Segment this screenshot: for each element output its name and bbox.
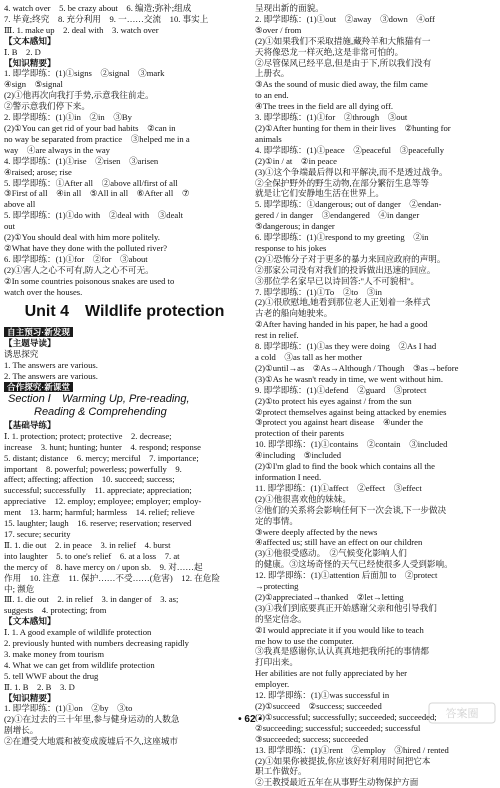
answer-line: (3)①这个争端最后得以和平解决,而不是透过战争。 bbox=[255, 166, 448, 177]
answer-line: above all bbox=[4, 199, 36, 210]
answer-line: me how to use the computer. bbox=[255, 635, 354, 646]
answer-line: 4. What we can get from wildlife protection bbox=[4, 659, 155, 670]
answer-line: 3. 即学即练：(1)①for ②through ③out bbox=[255, 112, 408, 123]
answer-line: ⑤over / from bbox=[255, 24, 302, 35]
answer-line: employer. bbox=[255, 679, 290, 690]
answer-line: 中; 濒危 bbox=[4, 583, 35, 594]
answer-line: watch over the houses. bbox=[4, 286, 83, 297]
answer-line: (2)①succeed ②success; succeeded bbox=[255, 701, 382, 711]
answer-line: appreciative 12. employ; employee; employer; employ- bbox=[4, 496, 202, 507]
answer-line: 的健康。③这场奇怪的天气已经使很多人受到影响。 bbox=[255, 559, 453, 570]
answer-line: affect; affecting; affection 10. succeed; success; bbox=[4, 474, 175, 485]
answer-line: 5. tell WWF about the drug bbox=[4, 670, 99, 681]
answer-line: animals bbox=[255, 133, 282, 144]
answer-line: 2. 即学即练：(1)①in ②in ③By bbox=[4, 112, 132, 123]
answer-line: 13. 即学即练：(1)①rent ②employ ③hired / rented bbox=[255, 744, 449, 755]
answer-line: 11. 即学即练：(1)①affect ②effect ③effect bbox=[255, 482, 422, 493]
answer-line: 诱思探究 bbox=[4, 348, 39, 359]
answer-line: way ④are always in the way bbox=[4, 144, 110, 155]
answer-line: 2. The answers are various. bbox=[4, 370, 98, 381]
answer-line: 【知识精要】 bbox=[4, 57, 56, 68]
answer-line: 上册衣。 bbox=[255, 68, 290, 79]
answer-line: 3. make money from tourism bbox=[4, 648, 105, 659]
answer-line: ③were deeply affected by the news bbox=[255, 526, 378, 537]
answer-line: 4. 即学即练：(1)①rise ②risen ③arisen bbox=[4, 155, 159, 166]
answer-line: ④The trees in the field are all dying off. bbox=[255, 101, 394, 112]
answer-line: successful; successfully 11. appreciate; appreciation; bbox=[4, 485, 192, 496]
answer-line: important 8. powerful; powerless; powerfully 9. bbox=[4, 463, 182, 474]
answer-line: Ⅰ. B 2. D bbox=[4, 46, 41, 57]
answer-line: 古老的船向她驶来。 bbox=[255, 308, 333, 319]
answer-line: Ⅰ. 1. A good example of wildlife protection bbox=[4, 627, 152, 638]
answer-line: ②警示意我们停下来。 bbox=[4, 101, 90, 112]
answer-line: 10. 即学即练：(1)①contains ②contain ③included bbox=[255, 439, 448, 450]
answer-line: 【文本感知】 bbox=[4, 616, 56, 627]
answer-line: ②王教授最近五年在从事野生动物保护方面 bbox=[255, 777, 419, 788]
answer-line: Her abilities are not fully appreciated by her bbox=[255, 668, 407, 679]
answer-line: (2)①如果我们不采取措施,藏羚羊和大熊猫有一 bbox=[255, 35, 431, 46]
answer-line: 2. previously hunted with numbers decreasing rapidly bbox=[4, 638, 189, 649]
watermark-text: 答案圈 bbox=[445, 707, 479, 720]
left-preview-block bbox=[4, 338, 245, 382]
answer-line: a cold ③as tall as her mother bbox=[255, 352, 363, 362]
answer-line: (2)①After hunting for them in their lives ②hunting for bbox=[255, 122, 451, 133]
answer-line: 剧增长。 bbox=[4, 725, 39, 736]
answer-line: Ⅰ. 1. protection; protect; protective 2. decrease; bbox=[4, 430, 172, 441]
right-column bbox=[255, 3, 497, 788]
answer-line: suggests 4. protecting; from bbox=[4, 605, 107, 616]
answer-line: Ⅲ. 1. die out 2. in relief 3. in danger of 3. as; bbox=[4, 594, 179, 605]
answer-line: 12. 即学即练：(1)①attention 后面加 to ②protect bbox=[255, 570, 438, 581]
answer-line: ③succeeded; success; succeeded bbox=[255, 733, 369, 744]
watermark-logo bbox=[428, 702, 496, 724]
answer-line: ③As the sound of music died away, the film came bbox=[255, 79, 428, 90]
answer-line: to an end. bbox=[255, 90, 289, 101]
answer-line: (2)①to protect his eyes against / from the sun bbox=[255, 395, 412, 406]
answer-line: 1. 即学即练：(1)①signs ②signal ③mark bbox=[4, 68, 165, 79]
answer-line: ⑤dangerous; in danger bbox=[255, 221, 335, 232]
answer-line: ②What have they done with the polluted river? bbox=[4, 242, 168, 253]
answer-line: the mercy of 8. have mercy on / upon sb. 9. 对……起 bbox=[4, 561, 203, 572]
left-column bbox=[4, 3, 245, 747]
section-bar-preview: 自主预习·新发现 bbox=[4, 327, 73, 337]
answer-line: ③protect you against heart disease ④under the bbox=[255, 417, 423, 428]
answer-line: 15. laughter; laugh 16. reserve; reservation; reserved bbox=[4, 518, 192, 529]
answer-line: (3)①As he wasn't ready in time, we went without him. bbox=[255, 373, 444, 384]
answer-line: ②In some countries poisonous snakes are used to bbox=[4, 275, 175, 286]
answer-line: ②succeeding; successful; succeeded; successful bbox=[255, 722, 421, 733]
answer-line: ③我真是感谢你,认认真真地把我所托的事情都 bbox=[255, 646, 430, 657]
page-number: • 62 • bbox=[238, 714, 262, 725]
answer-line: 就是让它们安静地生活在世界上。 bbox=[255, 188, 384, 199]
answer-line: out bbox=[4, 221, 15, 232]
answer-line: (2)①I'm glad to find the book which contains all the bbox=[255, 461, 435, 472]
answer-line: (2)①害人之心不可有,防人之心不可无。 bbox=[4, 264, 154, 275]
answer-line: 5. 即学即练：①dangerous; out of danger ②endan- bbox=[255, 199, 442, 210]
unit-title: Unit 4 Wildlife protection bbox=[24, 303, 225, 321]
answer-line: ②I would appreciate it if you would like to teach bbox=[255, 624, 424, 635]
answer-line: (2)①in / at ②in peace bbox=[255, 155, 337, 166]
answer-line: gered / in danger ③endangered ④in danger bbox=[255, 210, 420, 221]
answer-line: (3)①我们到底要真正开始感谢父亲和他引导我们 bbox=[255, 602, 437, 613]
answer-line: 职工作做好。 bbox=[255, 766, 307, 777]
answer-line: no way be separated from practice ③helped me in a bbox=[4, 133, 190, 144]
answer-line: Ⅲ. 1. make up 2. deal with 3. watch over bbox=[4, 24, 159, 35]
answer-line: 天将像恐龙一样灭绝,这是非常可怕的。 bbox=[255, 46, 404, 57]
answer-line: (2)①You can get rid of your bad habits ②can in bbox=[4, 122, 176, 133]
answer-line: 8. 即学即练：(1)①as they were doing ②As I had bbox=[255, 341, 437, 352]
section-bar-cooperative: 合作探究·新课堂 bbox=[4, 382, 73, 392]
answer-line: 17. secure; security bbox=[4, 528, 71, 539]
answer-line: 7. 即学即练：(1)①To ②to ③in bbox=[255, 286, 382, 297]
answer-line: information I need. bbox=[255, 471, 322, 482]
answer-line: ②在遭受大地震和被变成废墟后不久,这座城市 bbox=[4, 736, 179, 747]
answer-line: (2)①恐怖分子对于更多的暴力来回应政府的声明。 bbox=[255, 253, 446, 264]
answer-line: (3)①successful; successfully; succeeded; succeeded; bbox=[255, 711, 437, 722]
answer-line: ②protect themselves against being attacked by enemies bbox=[255, 406, 447, 417]
answer-line: ②全保护野外的野生动物,在部分繁衍生息等等 bbox=[255, 177, 430, 188]
answer-line: 【知识精要】 bbox=[4, 692, 56, 703]
answer-line: Ⅱ. 1. die out 2. in peace 3. in relief 4. burst bbox=[4, 539, 171, 550]
answer-line: (2)①You should deal with him more politely. bbox=[4, 232, 160, 243]
answer-line: 12. 即学即练：(1)①was successful in bbox=[255, 690, 390, 701]
answer-line: ③那位学名家早已以诗回答:"人不可貌相"。 bbox=[255, 275, 420, 286]
answer-line: rest in relief. bbox=[255, 330, 299, 341]
answer-line: (2)①如果你被提拔,你应该好好利用时间把它本 bbox=[255, 755, 431, 766]
answer-line: 6. 即学即练：(1)①for ②for ③about bbox=[4, 253, 148, 264]
answer-line: Ⅱ. 1. B 2. B 3. D bbox=[4, 681, 75, 692]
answer-line: 【基础导练】 bbox=[4, 419, 56, 430]
section-heading-line2: Reading & Comprehending bbox=[34, 406, 167, 419]
answer-line: ③First of all ④in all ⑤All in all ⑥After all ⑦ bbox=[4, 188, 190, 199]
answer-line: ment 13. harm; harmful; harmless 14. relief; relieve bbox=[4, 507, 195, 518]
answer-line: 【文本感知】 bbox=[4, 35, 56, 46]
answer-line: ④raised; arose; rise bbox=[4, 166, 72, 177]
answer-line: ②After having handed in his paper, he had a good bbox=[255, 319, 428, 330]
answer-line: 4. 即学即练：(1)①peace ②peaceful ③peacefully bbox=[255, 144, 444, 155]
answer-line: ②那家公司没有对我们的投诉做出迅速的回应。 bbox=[255, 264, 436, 275]
answer-line: 作用 10. 注意 11. 保护……不受……(危害) 12. 在危险 bbox=[4, 572, 220, 583]
answer-line: 1. The answers are various. bbox=[4, 359, 98, 370]
section-heading-line1: Section Ⅰ Warming Up, Pre-reading, bbox=[8, 392, 190, 405]
answer-line: protection of their parents bbox=[255, 428, 345, 439]
answer-line: (2)①很欣慰地,她看到那位老人正划着一条样式 bbox=[255, 297, 431, 308]
answer-line: 6. 即学即练：(1)①respond to my greeting ②in bbox=[255, 232, 429, 243]
answer-line: 1. 即学即练：(1)①on ②by ③to bbox=[4, 703, 133, 714]
left-bottom-block bbox=[4, 420, 245, 747]
answer-line: (2)①他很喜欢他的妹妹。 bbox=[255, 493, 351, 504]
answer-line: (2)①在过去的三十年里,参与健身运动的人数急 bbox=[4, 714, 180, 725]
answer-line: 5. 即学即练：(1)①do with ②deal with ③dealt bbox=[4, 210, 184, 221]
answer-line: ②他们的关系将会影响任何下一次会谈,下一步做决 bbox=[255, 504, 447, 515]
answer-line: 5. distant; distance 6. mercy; merciful 7. importance; bbox=[4, 452, 199, 463]
answer-line: 7. 毕竟;终究 8. 充分利用 9. 一……交流 10. 事实上 bbox=[4, 13, 209, 24]
answer-line: (2)①until→as ②As→Although / Though ③as→before bbox=[255, 362, 459, 373]
answer-line: →protecting bbox=[255, 581, 299, 592]
answer-line: 【主题导读】 bbox=[4, 337, 56, 348]
answer-line: 2. 即学即练：(1)①out ②away ③down ④off bbox=[255, 13, 435, 24]
answer-line: 的坚定信念。 bbox=[255, 613, 307, 624]
answer-line: 定的事情。 bbox=[255, 515, 298, 526]
answer-line: (2)①他再次向我打手势,示意我往前走。 bbox=[4, 90, 154, 101]
answer-line: ④including ⑤included bbox=[255, 450, 342, 461]
left-top-block bbox=[4, 3, 245, 297]
answer-line: 5. 即学即练：①After all ②above all/first of all bbox=[4, 177, 178, 188]
answer-line: 打印出来。 bbox=[255, 657, 298, 668]
answer-line: ④affected us; still have an effect on our children bbox=[255, 537, 423, 548]
answer-line: (2)①appreciated→thanked ②let→letting bbox=[255, 591, 404, 602]
right-answer-block bbox=[255, 3, 497, 788]
answer-line: into laughter 5. to one's relief 6. at a loss 7. at bbox=[4, 550, 180, 561]
answer-line: (3)①他很受感动。 ②气候变化影响人们 bbox=[255, 548, 407, 559]
answer-line: 9. 即学即练：(1)①defend ②guard ③protect bbox=[255, 384, 427, 395]
answer-line: ④sign ⑤signal bbox=[4, 79, 63, 90]
answer-line: response to his jokes bbox=[255, 242, 327, 253]
answer-line: 4. watch over 5. be crazy about 6. 编造;弥补;组成 bbox=[4, 3, 192, 13]
answer-line: increase 3. hunt; hunting; hunter 4. respond; response bbox=[4, 441, 201, 452]
answer-line: 呈现出新的面貌。 bbox=[255, 3, 324, 13]
answer-line: ②尽管保风已经平息,但是由于下,所以我们没有 bbox=[255, 57, 432, 68]
